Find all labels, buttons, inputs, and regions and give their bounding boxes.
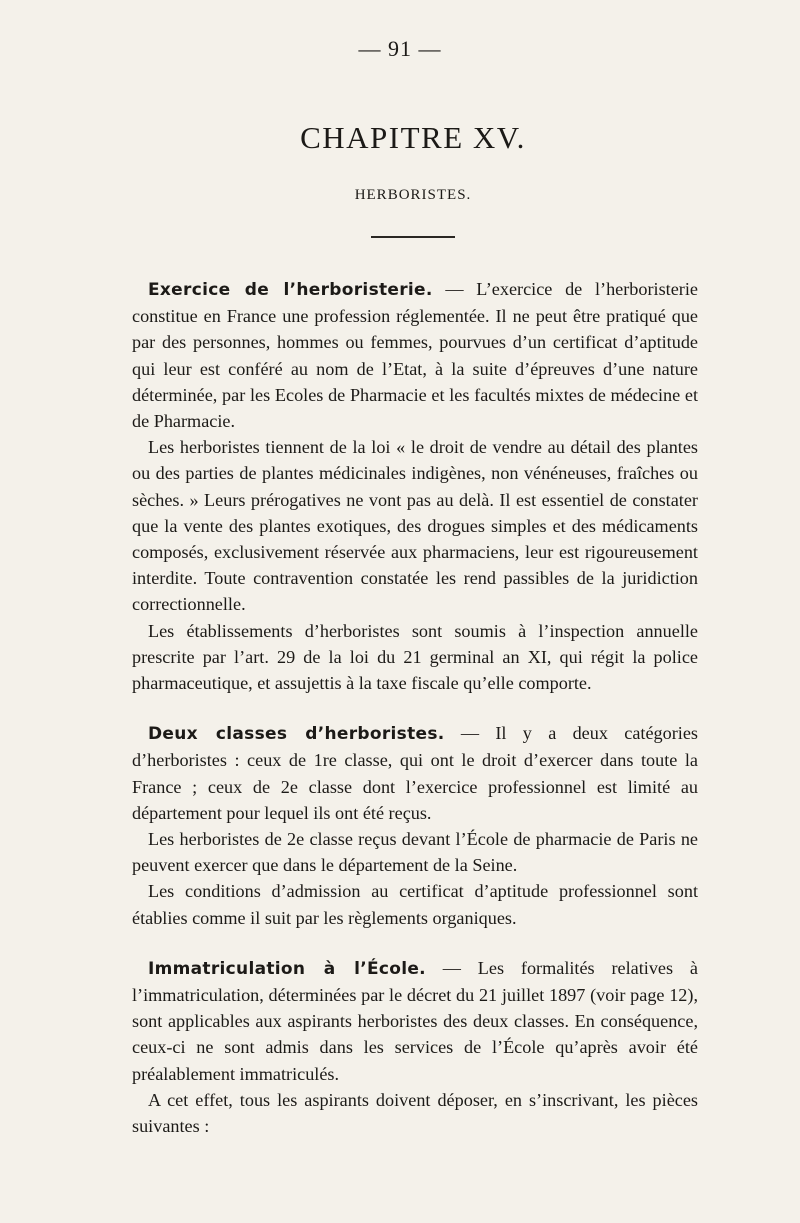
paragraph-heading: Immatriculation à l’École. — [148, 958, 426, 979]
title-rule — [371, 236, 455, 238]
paragraph-text: — Il y a deux catégories d’herboristes : ceux de 1re classe, qui ont le droit d’exercer dans toute la France ; ceux de 2e classe dont l’exercice professionnel est limité au département pour lequel ils ont été reçus. — [132, 723, 698, 823]
section-title: HERBORISTES. — [354, 187, 472, 203]
paragraph-text: Les établissements d’herboristes sont soumis à l’inspection annuelle prescrite par l’art. 29 de la loi du 21 germinal an XI, qui régit la police pharmaceutique, et assujettis à la taxe fiscale qu’elle comporte. — [132, 620, 698, 694]
paragraph-text: — L’exercice de l’herboristerie constitue en France une profession réglementée. Il ne peut être pratiqué que par des personnes, hommes ou femmes, pourvues d’un certificat d’aptitude qui leur est conféré au nom de l’Etat, à la suite d’épreuves d’une nature déterminée, par les Ecoles de Pharmacie et les facultés mixtes de médecine et de Pharmacie. — [132, 279, 698, 432]
paragraph — [132, 618, 698, 697]
page-number: — 91 — — [358, 36, 442, 61]
paragraph-text: — Les formalités relatives à l’immatriculation, déterminées par le décret du 21 juillet 1897 (voir page 12), sont applicables aux aspirants herboristes des deux classes. En conséquence, ceux-ci ne sont admis dans les services de l’École qu’après avoir été préalablement immatriculés. — [132, 957, 698, 1084]
paragraph-text: Les herboristes tiennent de la loi « le droit de vendre au détail des plantes ou des parties de plantes médicinales indigènes, non vénéneuses, fraîches ou sèches. » Leurs prérogatives ne vont pas au delà. Il est essentiel de constater que la vente des plantes exotiques, des drogues simples et des médicaments composés, exclusivement réservée aux pharmaciens, leur est rigoureusement interdite. Toute contravention constatée les rend passibles de la juridiction correctionnelle. — [132, 437, 698, 615]
body-text — [132, 276, 698, 1139]
paragraph-text: A cet effet, tous les aspirants doivent déposer, en s’inscrivant, les pièces suivantes : — [132, 1089, 698, 1137]
paragraph-heading: Deux classes d’herboristes. — [148, 724, 445, 745]
paragraph — [132, 878, 698, 930]
paragraph — [132, 276, 698, 434]
chapter-title: CHAPITRE XV. — [300, 120, 526, 155]
paragraph — [132, 434, 698, 617]
paragraph-heading: Exercice de l’herboristerie. — [148, 280, 433, 300]
paragraph-text: Les herboristes de 2e classe reçus devant l’École de pharmacie de Paris ne peuvent exercer que dans le département de la Seine. — [132, 829, 698, 876]
paragraph — [132, 826, 698, 878]
paragraph — [132, 955, 698, 1087]
paragraph — [132, 1087, 698, 1139]
paragraph-text: Les conditions d’admission au certificat d’aptitude professionnel sont établies comme il suit par les règlements organiques. — [132, 881, 698, 928]
paragraph — [132, 720, 698, 826]
